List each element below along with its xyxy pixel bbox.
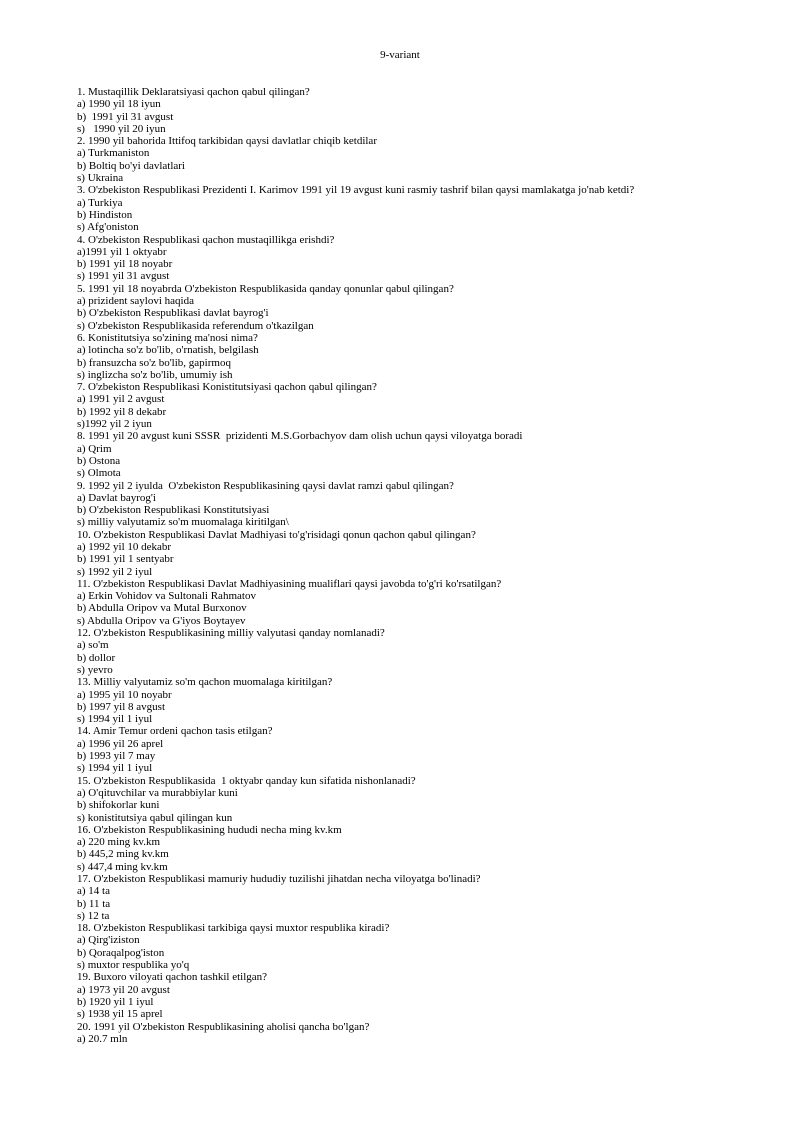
text-line: b) Qoraqalpog'iston bbox=[77, 946, 165, 959]
text-line: b) 11 ta bbox=[77, 897, 111, 910]
text-line: b) Boltiq bo'yi davlatlari bbox=[77, 159, 185, 172]
text-line: 16. O'zbekiston Respublikasining hududi necha ming kv.km bbox=[77, 823, 342, 836]
text-line: a) O'qituvchilar va murabbiylar kuni bbox=[77, 786, 238, 799]
text-line: s) 1992 yil 2 iyul bbox=[77, 565, 153, 578]
text-line: b) Ostona bbox=[77, 454, 121, 467]
text-line: 13. Milliy valyutamiz so'm qachon muomalaga kiritilgan? bbox=[77, 676, 333, 689]
text-line: a) 1992 yil 10 dekabr bbox=[77, 540, 172, 553]
text-line: a) 20.7 mln bbox=[77, 1032, 128, 1045]
text-line: b) 1993 yil 7 may bbox=[77, 750, 156, 763]
text-line: 3. O'zbekiston Respublikasi Prezidenti I. Karimov 1991 yil 19 avgust kuni rasmiy tashrif bilan qaysi mamlakatga jo'nab ketdi? bbox=[77, 184, 635, 197]
text-line: a) lotincha so'z bo'lib, o'rnatish, belgilash bbox=[77, 344, 259, 357]
text-line: b) fransuzcha so'z bo'lib, gapirmoq bbox=[77, 356, 231, 369]
text-line: b) 1991 yil 18 noyabr bbox=[77, 258, 173, 271]
text-line: a) 1991 yil 2 avgust bbox=[77, 393, 165, 406]
text-line: 10. O'zbekiston Respublikasi Davlat Madhiyasi to'g'risidagi qonun qachon qabul qilingan? bbox=[77, 528, 476, 541]
text-line: a)1991 yil 1 oktyabr bbox=[77, 245, 167, 258]
text-line: 18. O'zbekiston Respublikasi tarkibiga qaysi muxtor respublika kiradi? bbox=[77, 922, 390, 935]
text-line: 12. O'zbekiston Respublikasining milliy valyutasi qanday nomlanadi? bbox=[77, 627, 385, 640]
text-line: b) 1992 yil 8 dekabr bbox=[77, 405, 167, 418]
text-line: a) 1996 yil 26 aprel bbox=[77, 737, 164, 750]
text-line: b) 1991 yil 1 sentyabr bbox=[77, 553, 174, 566]
text-line: b) O'zbekiston Respublikasi davlat bayrog'i bbox=[77, 307, 269, 320]
text-line: a) 1990 yil 18 iyun bbox=[77, 98, 161, 111]
text-line: s) O'zbekiston Respublikasida referendum o'tkazilgan bbox=[77, 319, 314, 332]
text-line: 11. O'zbekiston Respublikasi Davlat Madhiyasining mualiflari qaysi javobda to'g'ri ko'rsatilgan? bbox=[77, 577, 502, 590]
text-line: a) Davlat bayrog'i bbox=[77, 491, 156, 504]
text-line: 14. Amir Temur ordeni qachon tasis etilgan? bbox=[77, 725, 273, 738]
text-line: 6. Konistitutsiya so'zining ma'nosi nima? bbox=[77, 331, 258, 344]
text-line: b) shifokorlar kuni bbox=[77, 799, 160, 812]
text-line: s) 1994 yil 1 iyul bbox=[77, 762, 153, 775]
text-line: a) Turkmaniston bbox=[77, 147, 150, 160]
text-line: 17. O'zbekiston Respublikasi mamuriy hududiy tuzilishi jihatdan necha viloyatga bo'linadi? bbox=[77, 873, 481, 885]
text-line: 20. 1991 yil O'zbekiston Respublikasining aholisi qancha bo'lgan? bbox=[77, 1020, 370, 1033]
text-line: 9. 1992 yil 2 iyulda O'zbekiston Respublikasining qaysi davlat ramzi qabul qilingan? bbox=[77, 479, 454, 492]
text-line: a) so'm bbox=[77, 639, 109, 652]
text-line: s) muxtor respublika yo'q bbox=[77, 959, 190, 972]
text-line: s) inglizcha so'z bo'lib, umumiy ish bbox=[77, 368, 233, 381]
text-line: b) 1997 yil 8 avgust bbox=[77, 700, 165, 713]
text-line: a) Qirg'iziston bbox=[77, 934, 140, 947]
text-line: s) 1994 yil 1 iyul bbox=[77, 713, 153, 726]
text-line: s)1992 yil 2 iyun bbox=[77, 418, 152, 431]
text-line: s) 12 ta bbox=[77, 909, 110, 922]
text-line: 2. 1990 yil bahorida Ittifoq tarkibidan qaysi davlatlar chiqib ketdilar bbox=[77, 135, 377, 148]
text-line: 19. Buxoro viloyati qachon tashkil etilgan? bbox=[77, 971, 268, 984]
text-line: a) 14 ta bbox=[77, 885, 110, 898]
page-title: 9-variant bbox=[380, 49, 420, 61]
text-line: b) 1991 yil 31 avgust bbox=[77, 110, 174, 123]
text-line: 4. O'zbekiston Respublikasi qachon mustaqillikga erishdi? bbox=[77, 233, 335, 246]
text-line: s) milliy valyutamiz so'm muomalaga kiritilgan\ bbox=[77, 516, 289, 529]
text-line: s) yevro bbox=[77, 663, 113, 676]
text-line: b) Hindiston bbox=[77, 208, 133, 221]
text-line: a) Turkiya bbox=[77, 196, 123, 209]
text-line: 15. O'zbekiston Respublikasida 1 oktyabr qanday kun sifatida nishonlanadi? bbox=[77, 774, 416, 787]
text-line: 5. 1991 yil 18 noyabrda O'zbekiston Respublikasida qanday qonunlar qabul qilingan? bbox=[77, 282, 454, 295]
text-line: b) 1920 yil 1 iyul bbox=[77, 995, 154, 1008]
text-line: b) O'zbekiston Respublikasi Konstitutsiyasi bbox=[77, 504, 270, 517]
text-line: s) 1990 yil 20 iyun bbox=[77, 122, 166, 135]
text-line: s) Ukraina bbox=[77, 172, 124, 185]
text-line: s) Olmota bbox=[77, 467, 121, 480]
text-line: s) Afg'oniston bbox=[77, 221, 139, 234]
text-line: b) Abdulla Oripov va Mutal Burxonov bbox=[77, 602, 247, 615]
text-line: s) 447,4 ming kv.km bbox=[77, 860, 168, 873]
text-line: a) 1973 yil 20 avgust bbox=[77, 983, 170, 996]
document-body bbox=[77, 86, 777, 1045]
text-line: b) dollor bbox=[77, 651, 116, 664]
text-line: 7. O'zbekiston Respublikasi Konistitutsiyasi qachon qabul qilingan? bbox=[77, 381, 377, 394]
text-line: s) 1938 yil 15 aprel bbox=[77, 1008, 163, 1021]
text-line: s) 1991 yil 31 avgust bbox=[77, 270, 170, 283]
text-line: a) prizident saylovi haqida bbox=[77, 295, 194, 308]
text-line: a) Qrim bbox=[77, 442, 112, 455]
text-line: a) 1995 yil 10 noyabr bbox=[77, 688, 172, 701]
text-line: s) konistitutsiya qabul qilingan kun bbox=[77, 811, 233, 824]
text-line: s) Abdulla Oripov va G'iyos Boytayev bbox=[77, 614, 246, 627]
text-line: a) 220 ming kv.km bbox=[77, 836, 160, 849]
text-line: a) Erkin Vohidov va Sultonali Rahmatov bbox=[77, 590, 256, 603]
text-line: 1. Mustaqillik Deklaratsiyasi qachon qabul qilingan? bbox=[77, 86, 310, 98]
text-line: b) 445,2 ming kv.km bbox=[77, 848, 169, 861]
text-line: 8. 1991 yil 20 avgust kuni SSSR prizidenti M.S.Gorbachyov dam olish uchun qaysi viloyatga boradi bbox=[77, 430, 523, 443]
